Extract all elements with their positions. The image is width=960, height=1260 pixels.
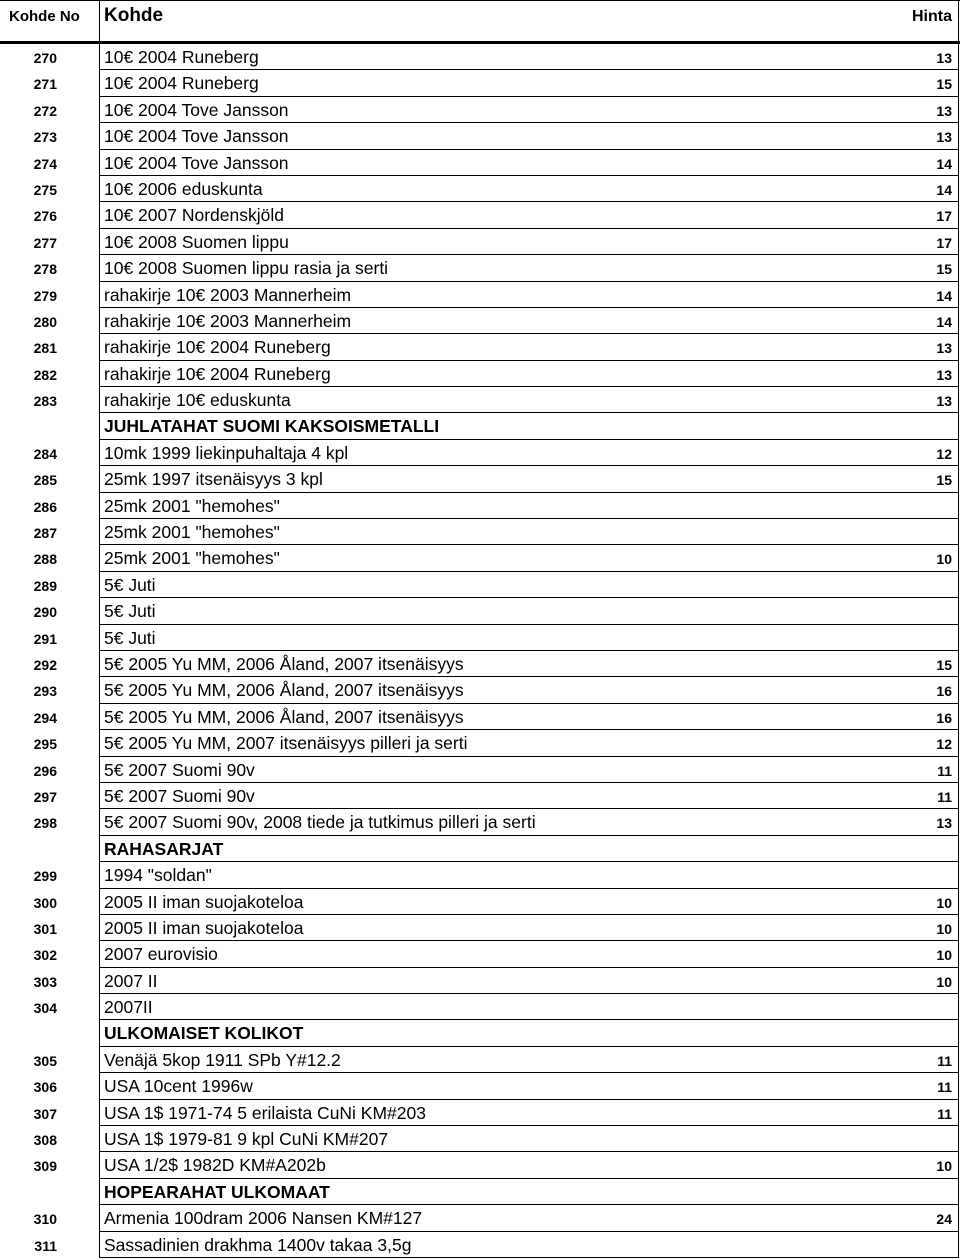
table-row <box>0 730 960 756</box>
item-price: 15 <box>760 466 959 492</box>
table-row <box>0 440 960 466</box>
item-price <box>760 572 959 598</box>
table-row <box>0 915 960 941</box>
item-description: 5€ 2005 Yu MM, 2006 Åland, 2007 itsenäisyys <box>104 680 464 701</box>
item-number: 304 <box>0 994 100 1020</box>
item-number: 274 <box>0 150 100 176</box>
table-row <box>0 466 960 492</box>
item-description: 2007 eurovisio <box>104 944 218 965</box>
item-description: rahakirje 10€ 2003 Mannerheim <box>104 310 352 331</box>
table-row <box>0 282 960 308</box>
section-title: JUHLATAHAT SUOMI KAKSOISMETALLI <box>104 416 440 437</box>
table-row <box>0 176 960 202</box>
item-price: 14 <box>760 150 959 176</box>
item-description: 10€ 2008 Suomen lippu <box>104 231 289 252</box>
item-number: 273 <box>0 123 100 149</box>
item-description: 10€ 2004 Runeberg <box>104 73 259 94</box>
item-price <box>760 836 959 862</box>
item-number: 306 <box>0 1073 100 1099</box>
item-number: 277 <box>0 229 100 255</box>
item-number: 296 <box>0 757 100 783</box>
table-row <box>0 1205 960 1231</box>
item-price: 14 <box>760 176 959 202</box>
table-row <box>0 1047 960 1073</box>
item-number <box>0 1020 100 1046</box>
item-price <box>760 1126 959 1152</box>
item-description: 5€ 2007 Suomi 90v <box>104 785 255 806</box>
item-number <box>0 1179 100 1205</box>
table-row <box>0 229 960 255</box>
item-number: 283 <box>0 387 100 413</box>
item-price: 10 <box>760 1152 959 1178</box>
item-number: 297 <box>0 783 100 809</box>
table-row <box>0 387 960 413</box>
row-divider <box>100 1257 959 1258</box>
item-price <box>760 1179 959 1205</box>
item-number: 305 <box>0 1047 100 1073</box>
table-row <box>0 97 960 123</box>
item-number: 272 <box>0 97 100 123</box>
item-description: rahakirje 10€ 2003 Mannerheim <box>104 284 352 305</box>
item-price: 15 <box>760 651 959 677</box>
item-price <box>760 598 959 624</box>
item-price: 14 <box>760 308 959 334</box>
item-description: 10€ 2008 Suomen lippu rasia ja serti <box>104 258 389 279</box>
item-price: 13 <box>760 809 959 835</box>
item-number: 282 <box>0 361 100 387</box>
item-number: 281 <box>0 334 100 360</box>
item-number: 289 <box>0 572 100 598</box>
item-description: 5€ 2007 Suomi 90v, 2008 tiede ja tutkimus pilleri ja serti <box>104 812 536 833</box>
item-price <box>760 1232 959 1258</box>
item-price: 13 <box>760 387 959 413</box>
section-heading-row <box>0 1179 960 1205</box>
item-number: 303 <box>0 968 100 994</box>
item-description: 1994 "soldan" <box>104 865 212 886</box>
item-price <box>760 1020 959 1046</box>
item-number: 279 <box>0 282 100 308</box>
section-title: HOPEARAHAT ULKOMAAT <box>104 1181 330 1202</box>
item-price: 10 <box>760 915 959 941</box>
item-price: 11 <box>760 757 959 783</box>
item-number: 310 <box>0 1205 100 1231</box>
item-description: 2007II <box>104 997 153 1018</box>
item-number: 292 <box>0 651 100 677</box>
item-price: 10 <box>760 968 959 994</box>
header-item: Kohde <box>104 5 164 26</box>
item-description: rahakirje 10€ 2004 Runeberg <box>104 363 331 384</box>
table-row <box>0 1152 960 1178</box>
table-row <box>0 572 960 598</box>
header-price: Hinta <box>760 1 959 42</box>
item-price: 11 <box>760 1047 959 1073</box>
table-row <box>0 598 960 624</box>
item-description: 10mk 1999 liekinpuhaltaja 4 kpl <box>104 442 349 463</box>
item-price: 13 <box>760 123 959 149</box>
item-description: 25mk 2001 "hemohes" <box>104 522 280 543</box>
table-body <box>0 44 960 1258</box>
table-row <box>0 1232 960 1258</box>
item-number: 295 <box>0 730 100 756</box>
item-description: USA 1/2$ 1982D KM#A202b <box>104 1155 326 1176</box>
item-price: 12 <box>760 440 959 466</box>
table-row <box>0 361 960 387</box>
item-number: 290 <box>0 598 100 624</box>
table-row <box>0 123 960 149</box>
section-title: ULKOMAISET KOLIKOT <box>104 1023 304 1044</box>
item-number: 280 <box>0 308 100 334</box>
item-number <box>0 836 100 862</box>
item-description: 5€ Juti <box>104 574 156 595</box>
section-heading-row <box>0 836 960 862</box>
table-row <box>0 941 960 967</box>
item-description: USA 1$ 1979-81 9 kpl CuNi KM#207 <box>104 1129 389 1150</box>
item-price: 17 <box>760 229 959 255</box>
table-row <box>0 1100 960 1126</box>
item-number: 308 <box>0 1126 100 1152</box>
item-description: 10€ 2006 eduskunta <box>104 178 263 199</box>
section-heading-row <box>0 413 960 439</box>
item-number: 294 <box>0 704 100 730</box>
item-price <box>760 493 959 519</box>
table-row <box>0 70 960 96</box>
table-row <box>0 545 960 571</box>
item-price: 12 <box>760 730 959 756</box>
item-price: 14 <box>760 282 959 308</box>
table-row <box>0 1126 960 1152</box>
item-number: 307 <box>0 1100 100 1126</box>
item-price: 13 <box>760 361 959 387</box>
table-row <box>0 519 960 545</box>
item-number: 288 <box>0 545 100 571</box>
item-price <box>760 862 959 888</box>
item-number <box>0 413 100 439</box>
item-number: 275 <box>0 176 100 202</box>
table-row <box>0 1073 960 1099</box>
item-description: rahakirje 10€ 2004 Runeberg <box>104 337 331 358</box>
item-description: 10€ 2004 Tove Jansson <box>104 99 289 120</box>
table-row <box>0 625 960 651</box>
table-row <box>0 757 960 783</box>
item-description: USA 1$ 1971-74 5 erilaista CuNi KM#203 <box>104 1102 426 1123</box>
item-number: 270 <box>0 44 100 70</box>
item-price <box>760 994 959 1020</box>
item-price: 10 <box>760 941 959 967</box>
item-description: Sassadinien drakhma 1400v takaa 3,5g <box>104 1234 412 1255</box>
item-description: 25mk 1997 itsenäisyys 3 kpl <box>104 469 323 490</box>
item-description: 25mk 2001 "hemohes" <box>104 548 280 569</box>
item-price <box>760 625 959 651</box>
item-description: 5€ Juti <box>104 601 156 622</box>
table-row <box>0 968 960 994</box>
item-description: 2005 II iman suojakoteloa <box>104 891 304 912</box>
item-description: 25mk 2001 "hemohes" <box>104 495 280 516</box>
item-price: 11 <box>760 1073 959 1099</box>
table-row <box>0 783 960 809</box>
item-number: 271 <box>0 70 100 96</box>
table-row <box>0 809 960 835</box>
item-price: 15 <box>760 70 959 96</box>
table-row <box>0 889 960 915</box>
item-description: 5€ 2007 Suomi 90v <box>104 759 255 780</box>
item-description: 2007 II <box>104 970 158 991</box>
item-description: 5€ 2005 Yu MM, 2007 itsenäisyys pilleri ja serti <box>104 733 468 754</box>
item-number: 309 <box>0 1152 100 1178</box>
item-description: 10€ 2007 Nordenskjöld <box>104 205 284 226</box>
item-number: 287 <box>0 519 100 545</box>
item-description: 2005 II iman suojakoteloa <box>104 917 304 938</box>
item-description: USA 10cent 1996w <box>104 1076 253 1097</box>
header-item-number: Kohde No <box>0 1 100 42</box>
item-price: 15 <box>760 255 959 281</box>
table-row <box>0 308 960 334</box>
item-description: 10€ 2004 Tove Jansson <box>104 126 289 147</box>
item-price: 13 <box>760 334 959 360</box>
table-row <box>0 862 960 888</box>
table-row <box>0 704 960 730</box>
item-price: 13 <box>760 97 959 123</box>
item-number: 291 <box>0 625 100 651</box>
item-number: 301 <box>0 915 100 941</box>
item-number: 276 <box>0 202 100 228</box>
item-price: 10 <box>760 545 959 571</box>
table-row <box>0 334 960 360</box>
item-price: 11 <box>760 783 959 809</box>
item-price: 17 <box>760 202 959 228</box>
item-price <box>760 519 959 545</box>
item-description: Venäjä 5kop 1911 SPb Y#12.2 <box>104 1049 341 1070</box>
table-row <box>0 202 960 228</box>
item-number: 293 <box>0 677 100 703</box>
table-row <box>0 677 960 703</box>
item-price: 16 <box>760 677 959 703</box>
item-number: 285 <box>0 466 100 492</box>
table-row <box>0 150 960 176</box>
table-row <box>0 493 960 519</box>
table-header <box>0 0 960 44</box>
item-number: 302 <box>0 941 100 967</box>
item-description: 5€ 2005 Yu MM, 2006 Åland, 2007 itsenäisyys <box>104 706 464 727</box>
item-number: 286 <box>0 493 100 519</box>
item-description: 5€ Juti <box>104 627 156 648</box>
item-price: 24 <box>760 1205 959 1231</box>
table-row <box>0 651 960 677</box>
table-row <box>0 255 960 281</box>
item-price: 10 <box>760 889 959 915</box>
item-description: 10€ 2004 Runeberg <box>104 47 259 67</box>
item-number: 298 <box>0 809 100 835</box>
item-description: 10€ 2004 Tove Jansson <box>104 152 289 173</box>
item-price <box>760 413 959 439</box>
item-number: 300 <box>0 889 100 915</box>
item-number: 278 <box>0 255 100 281</box>
section-title: RAHASARJAT <box>104 838 224 859</box>
section-heading-row <box>0 1020 960 1046</box>
item-description: rahakirje 10€ eduskunta <box>104 390 291 411</box>
item-description: 5€ 2005 Yu MM, 2006 Åland, 2007 itsenäisyys <box>104 653 464 674</box>
table-row <box>0 994 960 1020</box>
item-price: 16 <box>760 704 959 730</box>
item-price: 13 <box>760 44 959 70</box>
item-number: 299 <box>0 862 100 888</box>
item-number: 284 <box>0 440 100 466</box>
item-description: Armenia 100dram 2006 Nansen KM#127 <box>104 1208 423 1229</box>
item-price: 11 <box>760 1100 959 1126</box>
item-number: 311 <box>0 1232 100 1258</box>
table-row <box>0 44 960 70</box>
